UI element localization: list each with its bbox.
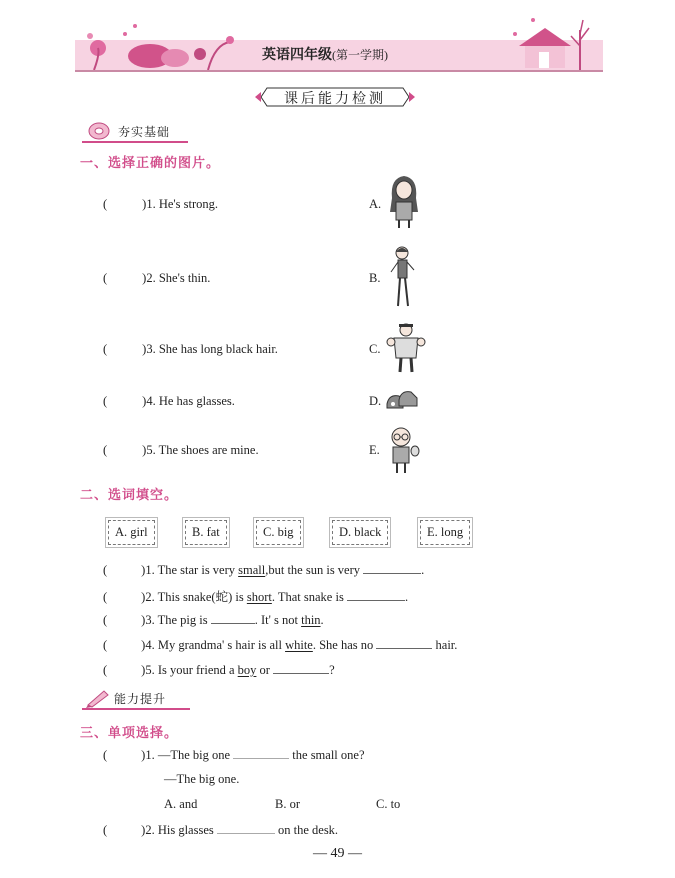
s2-q2: ( )2. This snake(蛇) is short. That snake is . xyxy=(103,590,409,604)
s1-q1: ( )1. He's strong. xyxy=(103,197,219,211)
picture-thin-girl xyxy=(388,244,418,310)
picture-shoes xyxy=(385,386,419,414)
word-option-e: E. long xyxy=(420,520,470,545)
page-number: — 49 — xyxy=(313,846,362,861)
option-letter-d: D. xyxy=(369,394,382,408)
blank[interactable] xyxy=(273,662,329,674)
header-rule xyxy=(75,70,603,72)
blank[interactable] xyxy=(217,822,275,834)
advance-tag: 能力提升 xyxy=(114,692,167,706)
advance-tag-rule xyxy=(82,708,190,710)
s2-q5: ( )5. Is your friend a boy or ? xyxy=(103,663,335,677)
blank[interactable] xyxy=(376,637,432,649)
basics-icon xyxy=(86,120,114,142)
advance-icon xyxy=(84,687,112,709)
banner-title: 课后能力检测 xyxy=(284,91,386,107)
s3-q1: ( )1. —The big one the small one? xyxy=(103,748,365,762)
s1-q5: ( )5. The shoes are mine. xyxy=(103,443,259,457)
s3-q1-option-c: C. to xyxy=(376,797,401,811)
s3-q1-option-a: A. and xyxy=(164,797,198,811)
s2-q3: ( )3. The pig is . It' s not thin. xyxy=(103,613,324,627)
picture-man-glasses xyxy=(385,425,421,475)
section3-heading: 三、单项选择。 xyxy=(80,726,179,741)
header-title: 英语四年级(第一学期) xyxy=(262,47,388,63)
section1-heading: 一、选择正确的图片。 xyxy=(80,156,221,171)
option-letter-b: B. xyxy=(369,271,381,285)
house-tree-illustration xyxy=(505,10,595,70)
option-letter-c: C. xyxy=(369,342,381,356)
s1-q4: ( )4. He has glasses. xyxy=(103,394,235,408)
option-letter-a: A. xyxy=(369,197,382,211)
basics-tag: 夯实基础 xyxy=(118,125,171,139)
word-option-d: D. black xyxy=(332,520,388,545)
flowers-illustration xyxy=(80,14,240,70)
blank[interactable] xyxy=(233,747,289,759)
word-option-c: C. big xyxy=(256,520,301,545)
option-letter-e: E. xyxy=(369,443,380,457)
s3-q1-option-b: B. or xyxy=(275,797,300,811)
word-option-b: B. fat xyxy=(185,520,227,545)
s1-q2: ( )2. She's thin. xyxy=(103,271,211,285)
blank[interactable] xyxy=(211,612,255,624)
basics-tag-rule xyxy=(82,141,188,143)
s1-q3: ( )3. She has long black hair. xyxy=(103,342,278,356)
blank[interactable] xyxy=(363,562,421,574)
picture-strong-man xyxy=(386,322,426,374)
s3-q2: ( )2. His glasses on the desk. xyxy=(103,823,339,837)
s3-q1-answer: —The big one. xyxy=(164,772,240,786)
picture-girl-long-hair xyxy=(384,172,424,230)
s2-q4: ( )4. My grandma' s hair is all white. She has no hair. xyxy=(103,638,458,652)
blank[interactable] xyxy=(347,589,405,601)
word-option-a: A. girl xyxy=(108,520,155,545)
section2-heading: 二、选词填空。 xyxy=(80,488,179,503)
s2-q1: ( )1. The star is very small,but the sun is very . xyxy=(103,563,425,577)
